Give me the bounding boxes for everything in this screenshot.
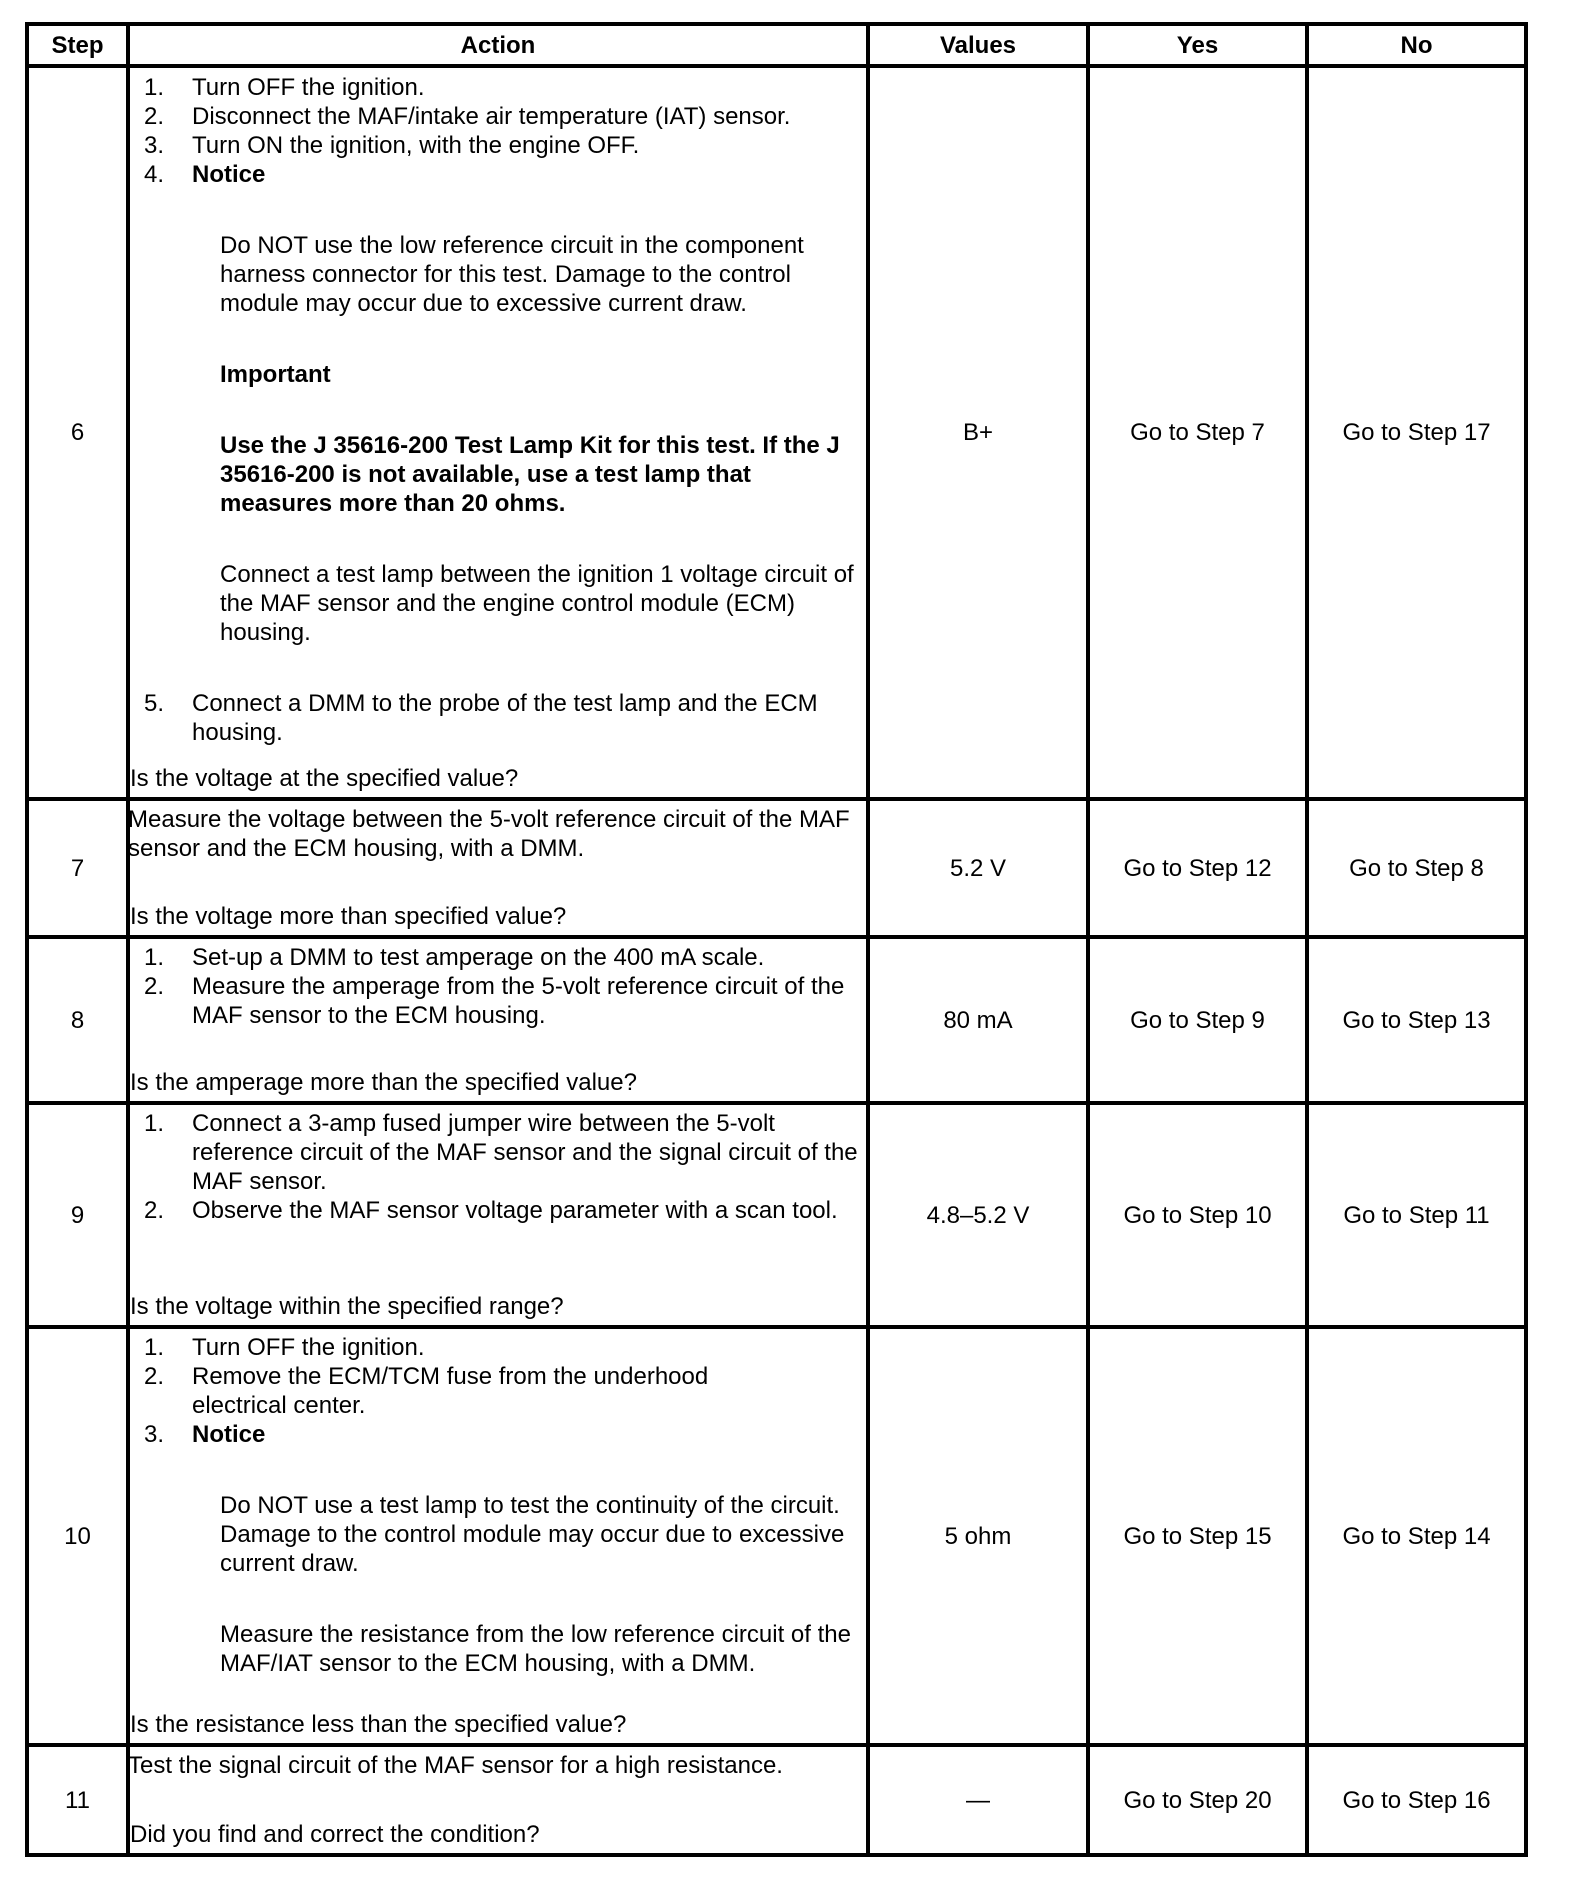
- table-row-step-10: [27, 1327, 1526, 1745]
- step-number: 10: [27, 1327, 128, 1745]
- notice-text: Do NOT use the low reference circuit in the component harness connector for this test. Damage to the control module may occur due to excessive current draw.: [220, 231, 804, 317]
- action-cell: [128, 1745, 868, 1855]
- action-text: Test the signal circuit of the MAF sensor for a high resistance.: [128, 1752, 783, 1779]
- header-step: Step: [27, 24, 128, 66]
- question-text: Did you find and correct the condition?: [130, 1821, 540, 1848]
- action-steps: [130, 73, 866, 189]
- step-number: 7: [27, 799, 128, 937]
- no-cell: Go to Step 14: [1307, 1327, 1526, 1745]
- list-item: 4. Notice: [143, 160, 266, 188]
- header-values: Values: [868, 24, 1088, 66]
- step-number: 11: [27, 1745, 128, 1855]
- connect-text: Connect a test lamp between the ignition 1 voltage circuit of the MAF sensor and the engine control module (ECM) housing.: [220, 560, 854, 646]
- action-text: Measure the voltage between the 5-volt reference circuit of the MAF sensor and the ECM housing, with a DMM.: [128, 806, 850, 862]
- step-number: 6: [27, 66, 128, 799]
- yes-cell: Go to Step 10: [1088, 1103, 1307, 1327]
- list-item: 3. Turn ON the ignition, with the engine OFF.: [143, 131, 640, 159]
- question-text: Is the resistance less than the specified value?: [130, 1711, 627, 1738]
- header-action: Action: [128, 24, 868, 66]
- table-row-step-8: [27, 937, 1526, 1103]
- action-cell: [128, 1103, 868, 1327]
- header-yes: Yes: [1088, 24, 1307, 66]
- action-steps: [130, 1109, 866, 1225]
- list-item: 1. Turn OFF the ignition.: [143, 73, 425, 101]
- value-cell: 80 mA: [868, 937, 1088, 1103]
- value-cell: B+: [868, 66, 1088, 799]
- list-item: 5. Connect a DMM to the probe of the test lamp and the ECM housing.: [143, 689, 818, 746]
- list-item: 1. Set-up a DMM to test amperage on the 400 mA scale.: [143, 944, 765, 971]
- header-row: [27, 24, 1526, 66]
- action-steps: [130, 1333, 866, 1449]
- table-row-step-11: [27, 1745, 1526, 1855]
- no-cell: Go to Step 17: [1307, 66, 1526, 799]
- action-cell: [128, 66, 868, 799]
- action-steps: [130, 943, 866, 1030]
- value-cell: —: [868, 1745, 1088, 1855]
- step-number: 9: [27, 1103, 128, 1327]
- no-cell: Go to Step 13: [1307, 937, 1526, 1103]
- list-item: 1. Connect a 3-amp fused jumper wire between the 5-volt reference circuit of the MAF sensor and the signal circuit of the MAF sensor.: [143, 1110, 858, 1195]
- yes-cell: Go to Step 9: [1088, 937, 1307, 1103]
- value-cell: 4.8–5.2 V: [868, 1103, 1088, 1327]
- step-number: 8: [27, 937, 128, 1103]
- no-cell: Go to Step 11: [1307, 1103, 1526, 1327]
- action-steps-continued: [130, 689, 866, 747]
- action-cell: [128, 937, 868, 1103]
- notice-text: Do NOT use a test lamp to test the continuity of the circuit. Damage to the control module may occur due to excessive current draw.: [220, 1492, 845, 1577]
- list-item: 2. Disconnect the MAF/intake air temperature (IAT) sensor.: [143, 102, 791, 130]
- action-cell: [128, 799, 868, 937]
- table-row-step-7: [27, 799, 1526, 937]
- list-item: 2. Observe the MAF sensor voltage parameter with a scan tool.: [143, 1197, 838, 1224]
- measure-text: Measure the resistance from the low reference circuit of the MAF/IAT sensor to the ECM housing, with a DMM.: [220, 1621, 851, 1677]
- question-text: Is the voltage more than specified value?: [130, 903, 567, 930]
- yes-cell: Go to Step 7: [1088, 66, 1307, 799]
- question-text: Is the amperage more than the specified value?: [130, 1069, 637, 1096]
- yes-cell: Go to Step 12: [1088, 799, 1307, 937]
- list-item: 1. Turn OFF the ignition.: [143, 1334, 425, 1361]
- diagnostic-table: [25, 22, 1528, 1857]
- no-cell: Go to Step 8: [1307, 799, 1526, 937]
- question-text: Is the voltage within the specified range?: [130, 1293, 564, 1320]
- question-text: Is the voltage at the specified value?: [130, 764, 519, 792]
- header-no: No: [1307, 24, 1526, 66]
- important-label: Important: [220, 360, 331, 388]
- list-item: 2. Measure the amperage from the 5-volt reference circuit of the MAF sensor to the ECM housing.: [143, 973, 845, 1029]
- table-row-step-9: [27, 1103, 1526, 1327]
- important-text: Use the J 35616-200 Test Lamp Kit for this test. If the J 35616-200 is not available, use a test lamp that measures more than 20 ohms.: [220, 431, 840, 517]
- action-cell: [128, 1327, 868, 1745]
- table-row-step-6: [27, 66, 1526, 799]
- list-item: 2. Remove the ECM/TCM fuse from the underhood electrical center.: [143, 1363, 709, 1419]
- value-cell: 5.2 V: [868, 799, 1088, 937]
- yes-cell: Go to Step 20: [1088, 1745, 1307, 1855]
- no-cell: Go to Step 16: [1307, 1745, 1526, 1855]
- yes-cell: Go to Step 15: [1088, 1327, 1307, 1745]
- value-cell: 5 ohm: [868, 1327, 1088, 1745]
- list-item: 3. Notice: [143, 1421, 266, 1448]
